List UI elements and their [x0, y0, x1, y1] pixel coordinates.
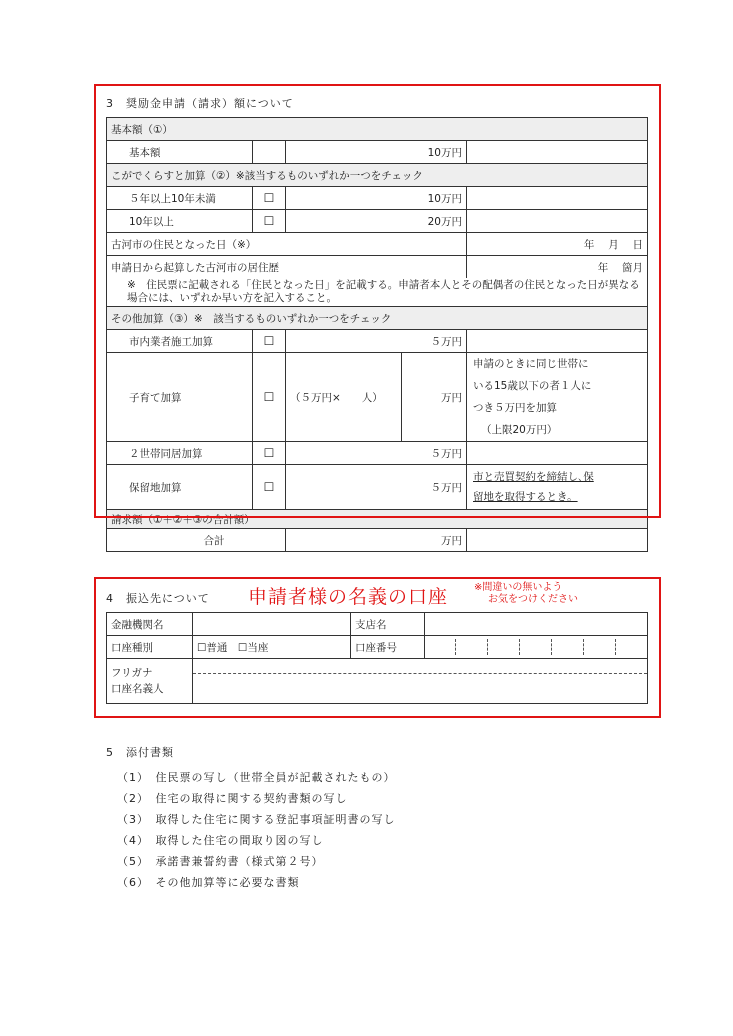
furigana-label: フリガナ: [111, 667, 153, 679]
child-note-line: いる15歳以下の者１人に: [473, 380, 592, 392]
reserved-amount: ５万円: [286, 465, 467, 510]
reserved-checkbox[interactable]: ☐: [253, 465, 286, 510]
kogade-10plus-checkbox[interactable]: ☐: [253, 210, 286, 233]
kogade-header: こがでくらすと加算（②）※該当するものいずれか一つをチェック: [107, 164, 648, 187]
child-checkbox[interactable]: ☐: [253, 353, 286, 442]
caution-line: お気をつけください: [488, 594, 578, 605]
attachment-item: （2） 住宅の取得に関する契約書類の写し: [117, 792, 348, 805]
account-type-label: 口座種別: [107, 636, 193, 659]
child-amount: 万円: [402, 353, 467, 442]
child-note-line: つき５万円を加算: [473, 402, 557, 414]
section3-highlight-frame: [94, 84, 661, 518]
section3-title: 3 奨励金申請（請求）額について: [106, 97, 294, 110]
total-blank: [467, 529, 648, 552]
branch-label: 支店名: [351, 613, 425, 636]
contractor-label: 市内業者施工加算: [107, 330, 253, 353]
kogade-5-10-checkbox[interactable]: ☐: [253, 187, 286, 210]
two-gen-checkbox[interactable]: ☐: [253, 442, 286, 465]
contractor-amount: ５万円: [286, 330, 467, 353]
attachment-item: （1） 住民票の写し（世帯全員が記載されたもの）: [117, 771, 396, 784]
resident-date-label: 古河市の住民となった日（※）: [107, 233, 467, 256]
total-amount: 万円: [286, 529, 467, 552]
child-formula[interactable]: （５万円× 人）: [286, 353, 402, 442]
basic-header: 基本額（①）: [107, 118, 648, 141]
section4-highlight-frame: [94, 577, 661, 718]
section4-title: 4 振込先について: [106, 592, 210, 605]
section5-title: 5 添付書類: [106, 746, 174, 759]
holder-label: 口座名義人: [111, 683, 164, 695]
child-note-line: （上限20万円）: [481, 424, 558, 436]
attachment-item: （3） 取得した住宅に関する登記事項証明書の写し: [117, 813, 396, 826]
basic-label: 基本額: [107, 141, 253, 164]
basic-amount: 10万円: [286, 141, 467, 164]
caution-line: ※間違いの無いよう: [474, 582, 563, 593]
residence-period-label: 申請日から起算した古河市の居住歴: [107, 256, 467, 279]
attachment-item: （5） 承諾書兼誓約書（様式第２号）: [117, 855, 324, 868]
residence-period-field[interactable]: 年 箇月: [467, 256, 648, 279]
child-label: 子育て加算: [107, 353, 253, 442]
total-header: 請求額（①＋②＋③の合計額）: [107, 510, 648, 529]
attachment-item: （6） その他加算等に必要な書類: [117, 876, 300, 889]
bank-label: 金融機関名: [107, 613, 193, 636]
two-gen-amount: ５万円: [286, 442, 467, 465]
reserved-label: 保留地加算: [107, 465, 253, 510]
reserved-note-line: 市と売買契約を締結し､保: [473, 471, 594, 483]
kogade-10plus-amount: 20万円: [286, 210, 467, 233]
account-type-options[interactable]: ☐普通 ☐当座: [193, 636, 351, 659]
handwritten-account-note: 申請者様の名義の口座: [248, 586, 449, 608]
kogade-row-5-10: ５年以上10年未満: [107, 187, 253, 210]
child-note-line: 申請のときに同じ世帯に: [473, 358, 589, 370]
resident-date-field[interactable]: 年 月 日: [467, 233, 648, 256]
resident-date-note: ※ 住民票に記載される「住民となった日」を記載する。申請者本人とその配偶者の住民となった日が異なる場合には、いずれか早い方を記入すること。: [107, 278, 648, 307]
attachment-item: （4） 取得した住宅の間取り図の写し: [117, 834, 324, 847]
two-gen-label: ２世帯同居加算: [107, 442, 253, 465]
other-header: その他加算（③）※ 該当するものいずれか一つをチェック: [107, 307, 648, 330]
contractor-checkbox[interactable]: ☐: [253, 330, 286, 353]
reserved-note-line: 留地を取得するとき。: [473, 491, 578, 503]
kogade-5-10-amount: 10万円: [286, 187, 467, 210]
total-label: 合計: [107, 529, 286, 552]
kogade-row-10plus: 10年以上: [107, 210, 253, 233]
account-number-label: 口座番号: [351, 636, 425, 659]
